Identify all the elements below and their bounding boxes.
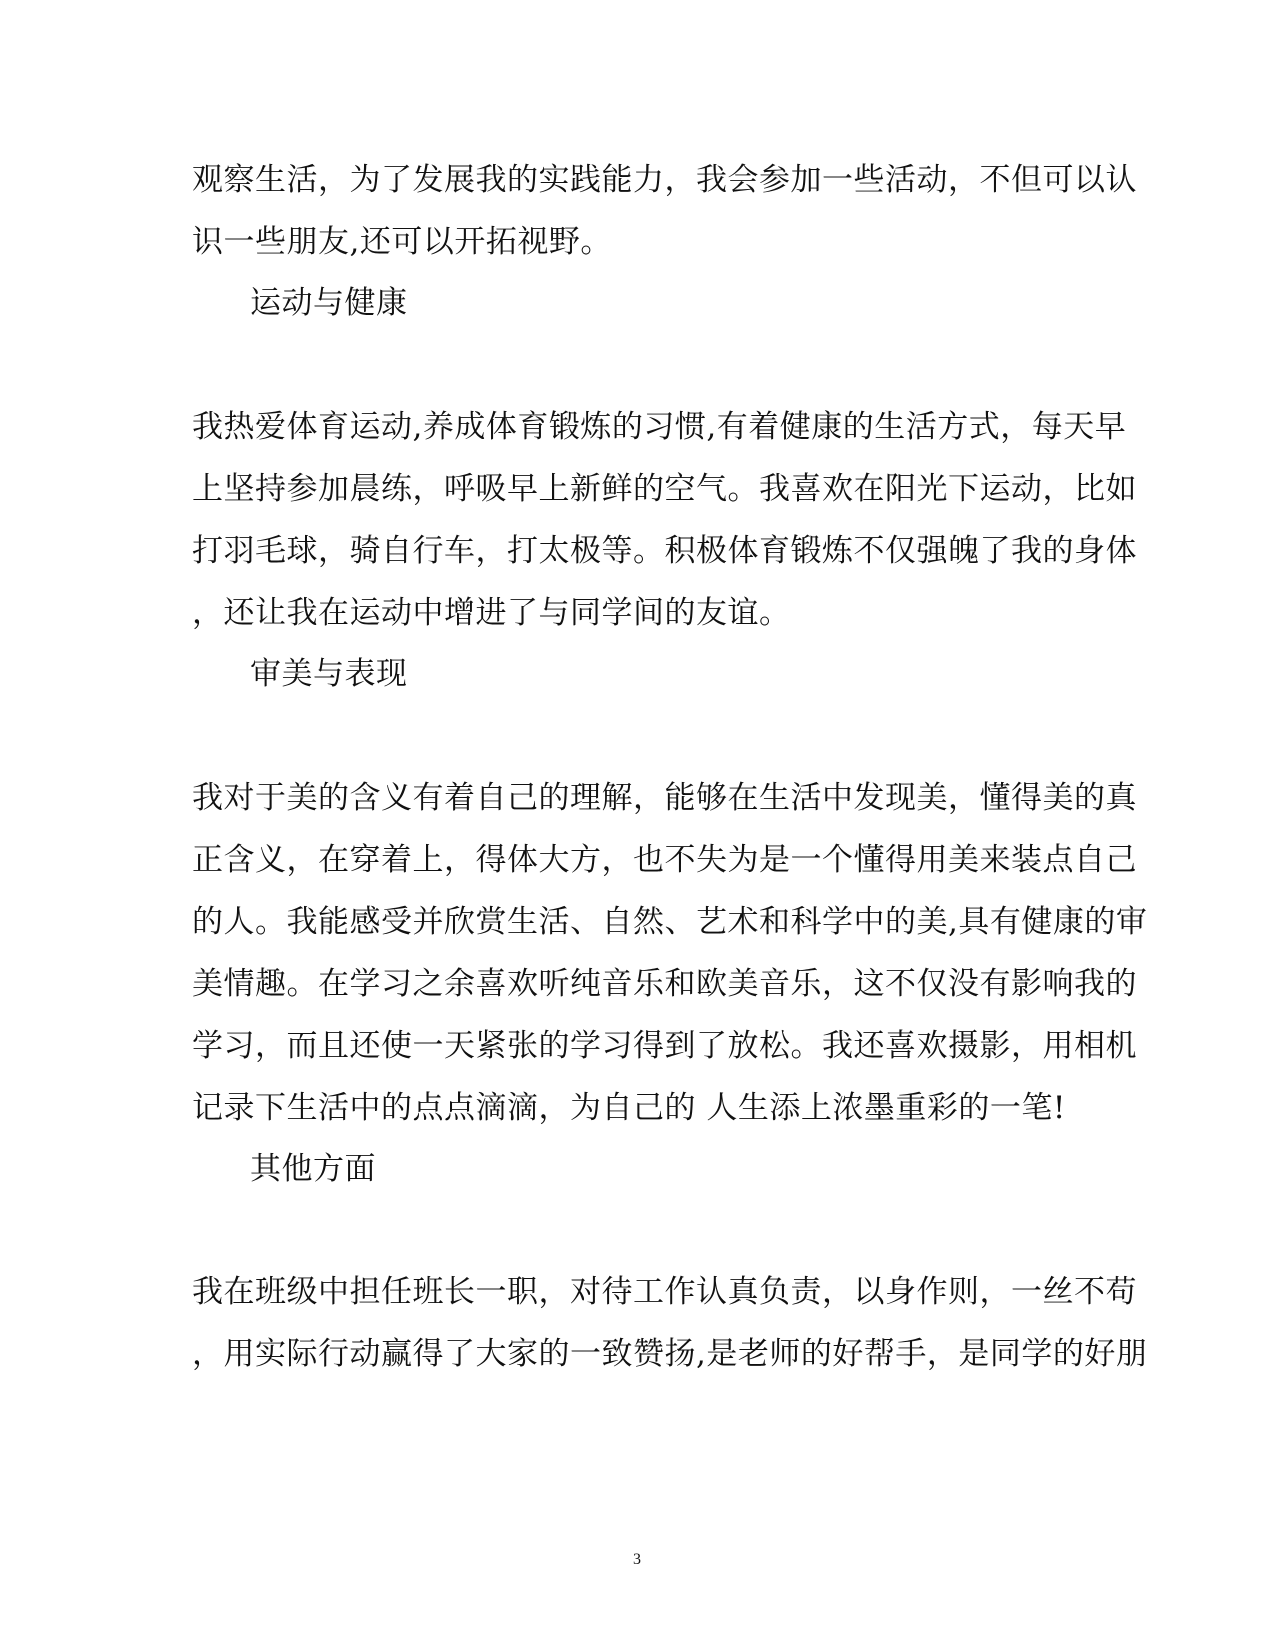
paragraph-line: 上坚持参加晨练，呼吸早上新鲜的空气。我喜欢在阳光下运动，比如 <box>192 471 1137 507</box>
page-number: 3 <box>633 1551 641 1568</box>
section-heading-sports-health: 运动与健康 <box>250 285 408 321</box>
paragraph-line: 学习，而且还使一天紧张的学习得到了放松。我还喜欢摄影，用相机 <box>192 1028 1137 1064</box>
paragraph-line: 我热爱体育运动,养成体育锻炼的习惯,有着健康的生活方式，每天早 <box>192 409 1127 445</box>
paragraph-line: 我在班级中担任班长一职，对待工作认真负责，以身作则，一丝不苟 <box>192 1274 1137 1310</box>
paragraph-line: 的人。我能感受并欣赏生活、自然、艺术和科学中的美,具有健康的审 <box>192 904 1148 940</box>
paragraph-line: 识一些朋友,还可以开拓视野。 <box>192 224 612 260</box>
paragraph-line: 我对于美的含义有着自己的理解，能够在生活中发现美，懂得美的真 <box>192 780 1137 816</box>
paragraph-line: 打羽毛球，骑自行车，打太极等。积极体育锻炼不仅强魄了我的身体 <box>192 533 1137 569</box>
paragraph-line: 记录下生活中的点点滴滴，为自己的 人生添上浓墨重彩的一笔! <box>192 1090 1066 1126</box>
paragraph-line: ，用实际行动赢得了大家的一致赞扬,是老师的好帮手，是同学的好朋 <box>192 1336 1148 1372</box>
paragraph-line: 观察生活，为了发展我的实践能力，我会参加一些活动，不但可以认 <box>192 162 1137 198</box>
paragraph-line: ，还让我在运动中增进了与同学间的友谊。 <box>192 595 791 631</box>
paragraph-line: 美情趣。在学习之余喜欢听纯音乐和欧美音乐，这不仅没有影响我的 <box>192 966 1137 1002</box>
section-heading-aesthetics: 审美与表现 <box>250 656 408 692</box>
section-heading-other-aspects: 其他方面 <box>250 1151 376 1187</box>
paragraph-line: 正含义，在穿着上，得体大方，也不失为是一个懂得用美来装点自己 <box>192 842 1137 878</box>
